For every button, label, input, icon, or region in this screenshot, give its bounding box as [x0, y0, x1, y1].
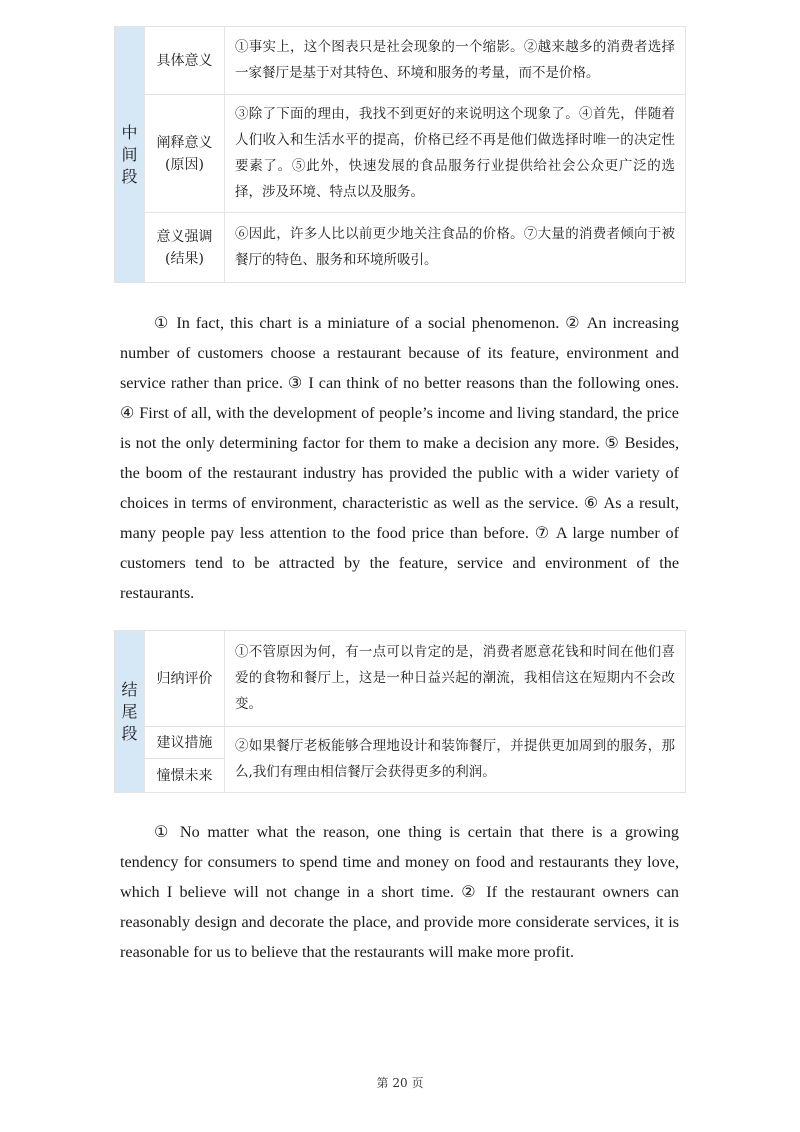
row-label: 具体意义 — [145, 27, 225, 95]
ending-english-paragraph: ① No matter what the reason, one thing is certain that there is a growing tendency for consumers to spend time and money on food and restaurants they love, which I believe will not change in a short time. ② If the restaurant owners can reasonably design and decorate the place, and provide more considerate services, it is reasonable for us to believe that the restaurants will make more profit. — [120, 823, 679, 961]
row-text: ②如果餐厅老板能够合理地设计和装饰餐厅，并提供更加周到的服务，那么,我们有理由相信餐厅会获得更多的利润。 — [225, 727, 686, 793]
ending-section-table — [114, 630, 686, 793]
ending-section-label — [115, 631, 145, 793]
section-char: 中 — [121, 122, 138, 142]
row-label: 归纳评价 — [145, 631, 225, 727]
row-text: ③除了下面的理由，我找不到更好的来说明这个现象了。④首先，伴随着人们收入和生活水平的提高，价格已经不再是他们做选择时唯一的决定性要素了。⑤此外，快速发展的食品服务行业提供给社会公众更广泛的选择，涉及环境、特点以及服务。 — [225, 95, 686, 213]
label-top: 建议措施 — [145, 730, 224, 759]
page-number: 第 20 页 — [376, 1076, 424, 1090]
section-char: 间 — [121, 144, 138, 164]
row-label: 阐释意义 (原因) — [145, 95, 225, 213]
section-char: 段 — [121, 166, 138, 186]
section-char: 结 — [121, 679, 138, 699]
row-text: ⑥因此，许多人比以前更少地关注食品的价格。⑦大量的消费者倾向于被餐厅的特色、服务和环境所吸引。 — [225, 213, 686, 283]
row-label: 意义强调 (结果) — [145, 213, 225, 283]
label-bottom: 憧憬未来 — [156, 768, 213, 784]
section-char: 尾 — [121, 701, 138, 721]
row-text: ①不管原因为何，有一点可以肯定的是，消费者愿意花钱和时间在他们喜爱的食物和餐厅上，这是一种日益兴起的潮流，我相信这在短期内不会改变。 — [225, 631, 686, 727]
middle-section-label — [115, 27, 145, 283]
row-text: ①事实上，这个图表只是社会现象的一个缩影。②越来越多的消费者选择一家餐厅是基于对其特色、环境和服务的考量，而不是价格。 — [225, 27, 686, 95]
middle-section-table — [114, 26, 686, 283]
row-label — [145, 727, 225, 793]
middle-english-paragraph: ① In fact, this chart is a miniature of a social phenomenon. ② An increasing number of customers choose a restaurant because of its feature, environment and service rather than price. ③ I can think of no better reasons than the following ones. ④ First of all, with the development of people’s income and living standard, the price is not the only determining factor for them to make a decision any more. ⑤ Besides, the boom of the restaurant industry has provided the public with a wider variety of choices in terms of environment, characteristic as well as the service. ⑥ As a result, many people pay less attention to the food price than before. ⑦ A large number of customers tend to be attracted by the feature, service and environment of the restaurants. — [120, 314, 679, 602]
section-char: 段 — [121, 723, 138, 743]
